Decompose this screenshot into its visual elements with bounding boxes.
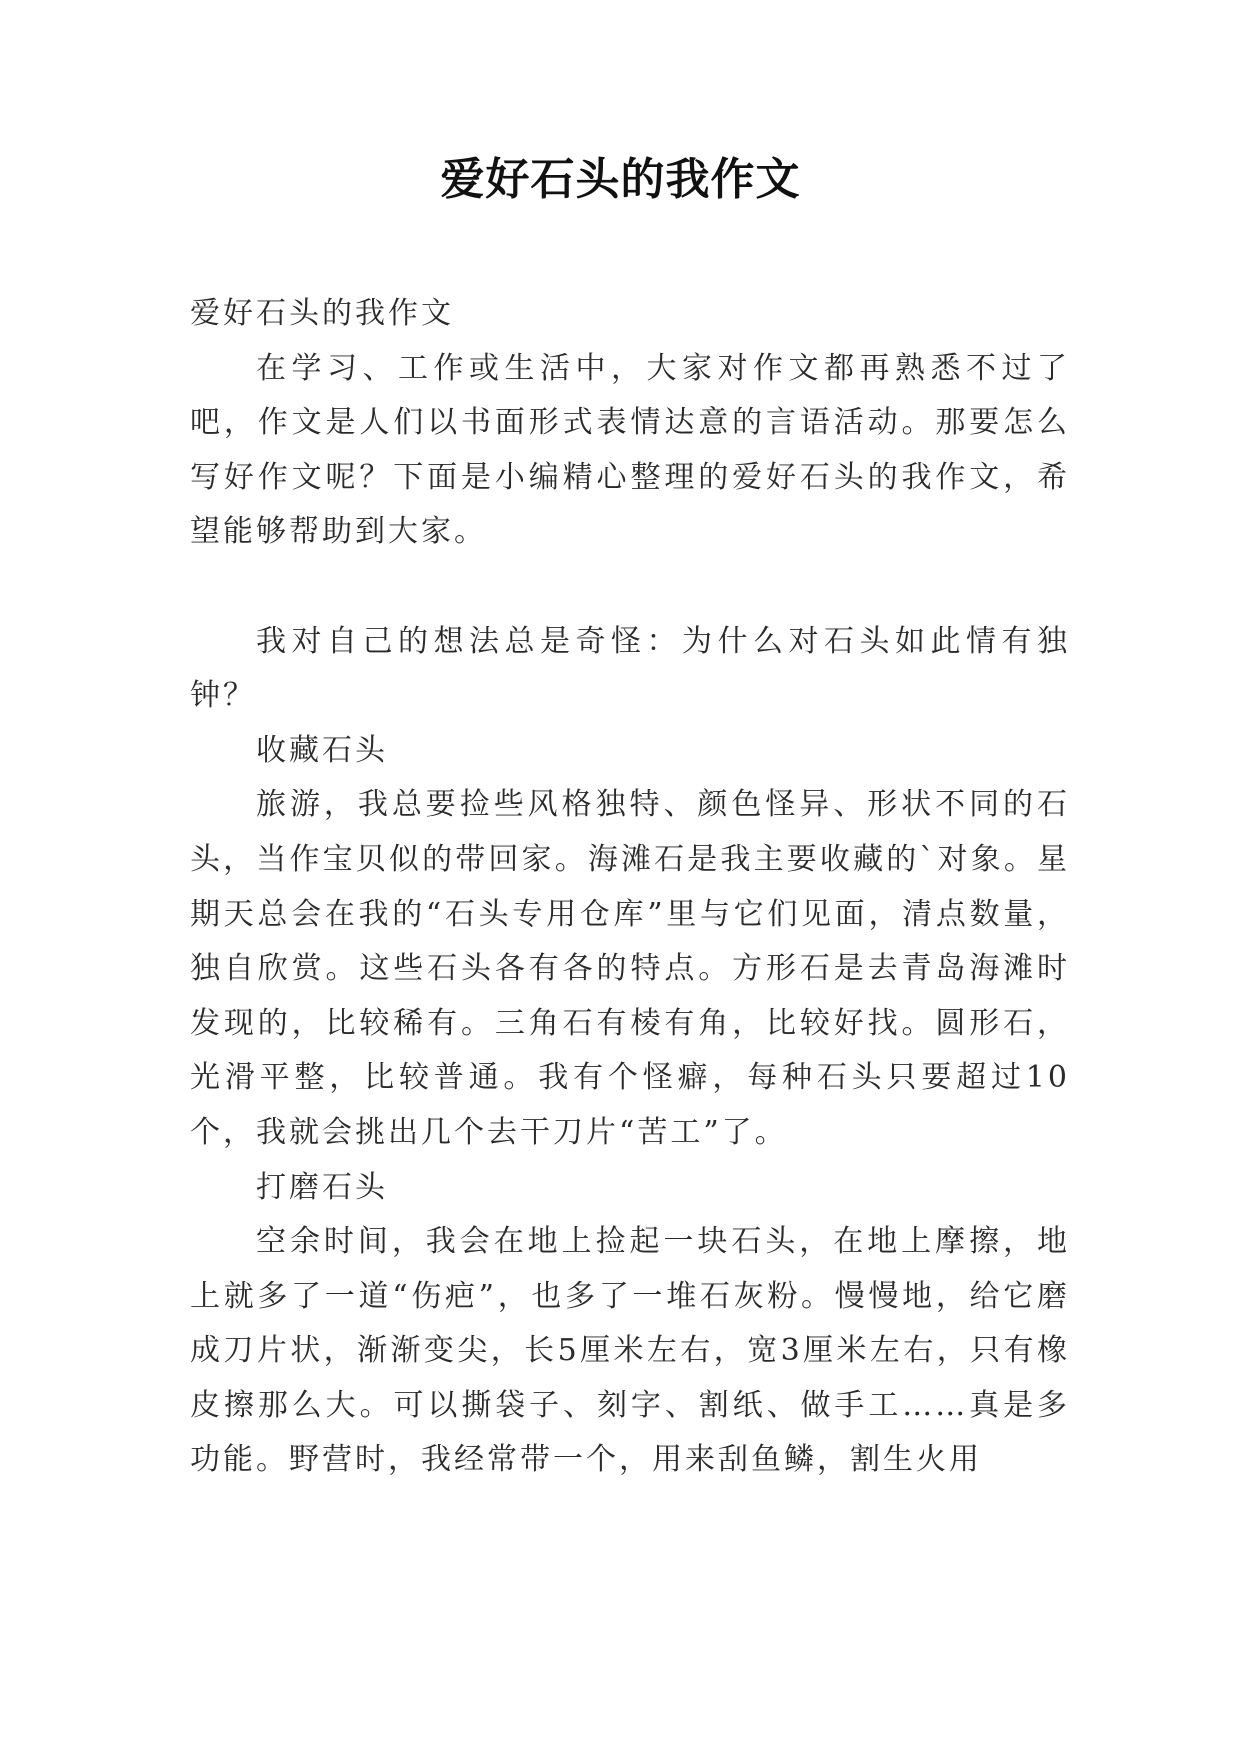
paragraph-polish: 空余时间，我会在地上捡起一块石头，在地上摩擦，地上就多了一道“伤疤”，也多了一堆石灰粉。慢慢地，给它磨成刀片状，渐渐变尖，长5厘米左右，宽3厘米左右，只有橡皮擦那么大。可以撕袋子、刻字、割纸、做手工……真是多功能。野营时，我经常带一个，用来刮鱼鳞，割生火用: [190, 1224, 1070, 1478]
paragraph-spacer: [190, 560, 1070, 615]
document-title: 爱好石头的我作文: [440, 154, 801, 205]
document-body: [190, 287, 1070, 1488]
intro-paragraph: 在学习、工作或生活中，大家对作文都再熟悉不过了吧，作文是人们以书面形式表情达意的言语活动。那要怎么写好作文呢？下面是小编精心整理的爱好石头的我作文，希望能够帮助到大家。: [190, 350, 1070, 550]
essay-heading: 爱好石头的我作文: [190, 296, 454, 331]
paragraph-collect: 旅游，我总要捡些风格独特、颜色怪异、形状不同的石头，当作宝贝似的带回家。海滩石是我主要收藏的`对象。星期天总会在我的“石头专用仓库”里与它们见面，清点数量，独自欣赏。这些石头各有各的特点。方形石是去青岛海滩时发现的，比较稀有。三角石有棱有角，比较好找。圆形石，光滑平整，比较普通。我有个怪癖，每种石头只要超过10个，我就会挑出几个去干刀片“苦工”了。: [190, 787, 1070, 1150]
section-heading-collect: 收藏石头: [256, 732, 388, 768]
paragraph-question: 我对自己的想法总是奇怪：为什么对石头如此情有独钟？: [190, 623, 1070, 714]
section-heading-polish: 打磨石头: [256, 1169, 388, 1205]
